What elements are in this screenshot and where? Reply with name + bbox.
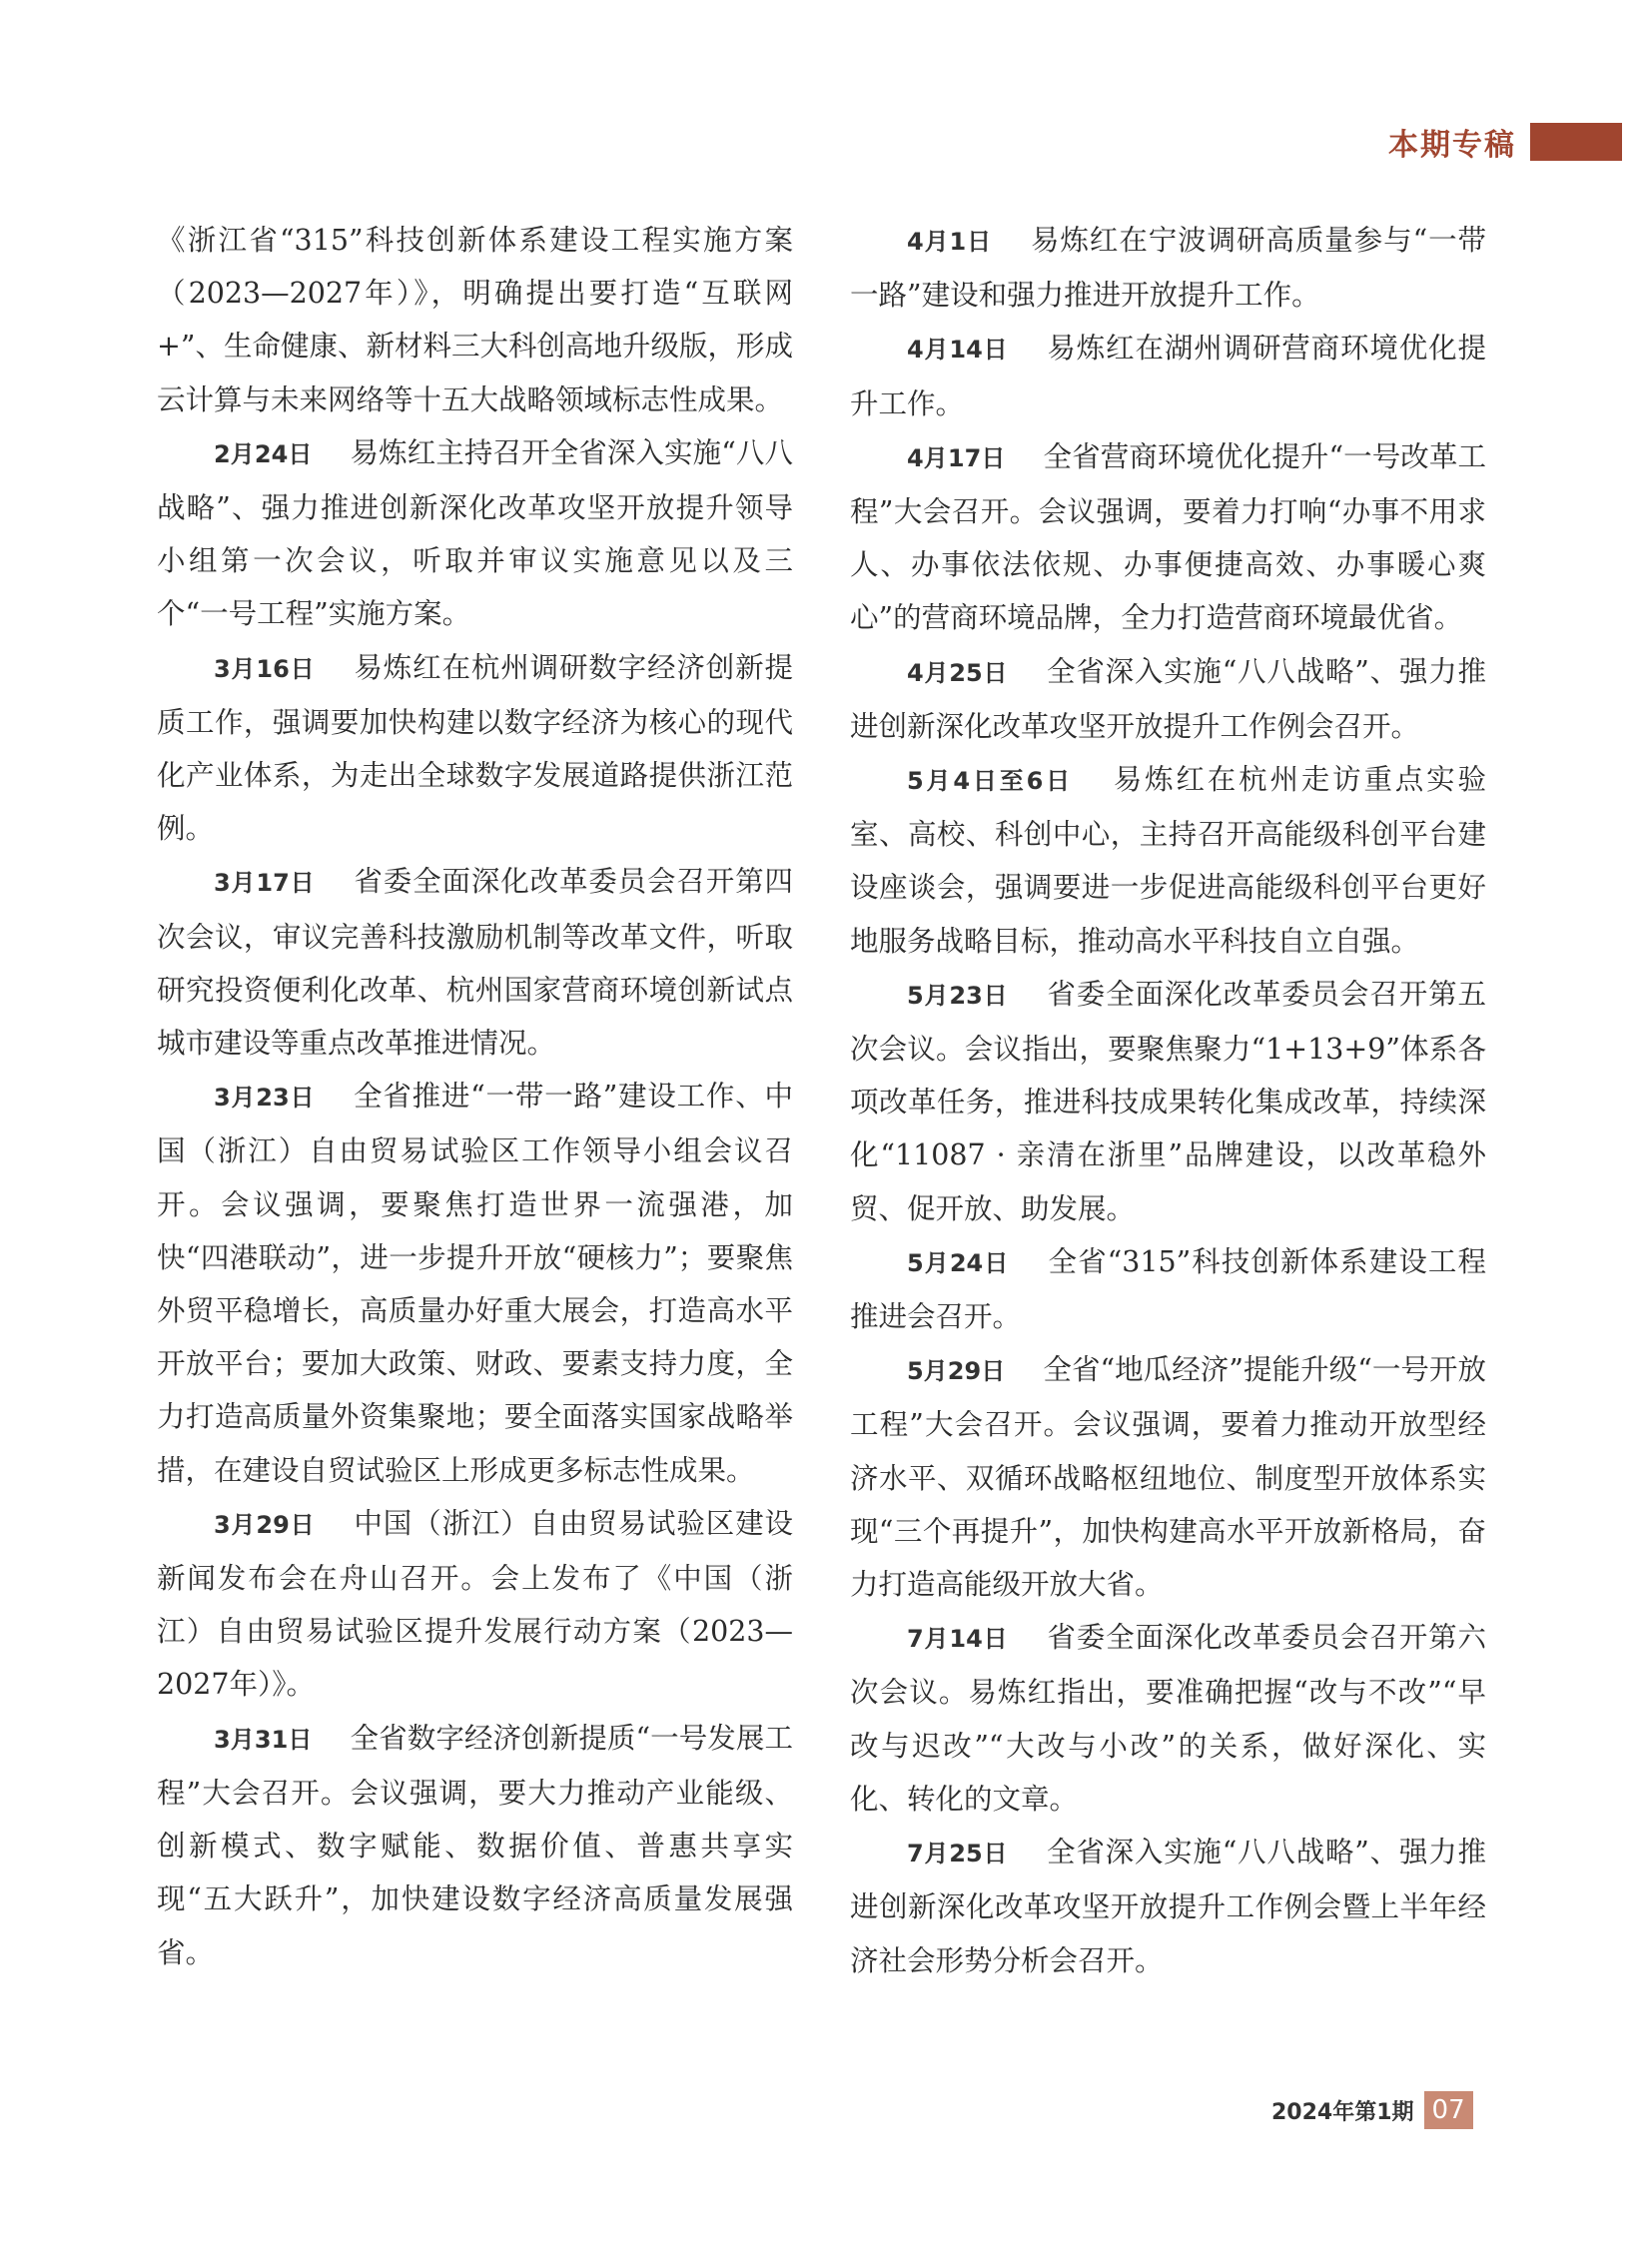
entry-text: 全省“地瓜经济”提能升级“一号开放工程”大会召开。会议强调，要着力推动开放型经济水平、双循环战略枢纽地位、制度型开放体系实现“三个再提升”，加快构建高水平开放新格局，奋力打造高能级开放大省。 [850, 1353, 1486, 1602]
entry-text: 易炼红主持召开全省深入实施“八八战略”、强力推进创新深化改革攻坚开放提升领导小组第一次会议，听取并审议实施意见以及三个“一号工程”实施方案。 [157, 435, 793, 631]
timeline-entry [850, 214, 1486, 322]
section-title: 本期专稿 [1388, 128, 1516, 163]
entry-text: 全省“315”科技创新体系建设工程推进会召开。 [850, 1244, 1486, 1334]
entry-date: 4月1日 [907, 228, 993, 256]
entry-text: 全省营商环境优化提升“一号改革工程”大会召开。会议强调，要着力打响“办事不用求人、办事依法依规、办事便捷高效、办事暖心爽心”的营商环境品牌，全力打造营商环境最优省。 [850, 439, 1486, 635]
timeline-entry [850, 1343, 1486, 1611]
entry-text: 易炼红在湖州调研营商环境优化提升工作。 [850, 332, 1486, 420]
entry-date: 2月24日 [214, 439, 313, 468]
timeline-entry [850, 1611, 1486, 1826]
entry-text: 省委全面深化改革委员会召开第六次会议。易炼红指出，要准确把握“改与不改”“早改与迟改”“大改与小改”的关系，做好深化、实化、转化的文章。 [850, 1621, 1486, 1816]
timeline-entry [157, 641, 793, 856]
entry-date: 5月29日 [907, 1357, 1006, 1386]
timeline-entry [157, 426, 793, 641]
timeline-entry [850, 430, 1486, 645]
entry-date: 3月16日 [214, 654, 316, 683]
entry-date: 7月14日 [907, 1625, 1009, 1654]
entry-date: 3月31日 [214, 1725, 313, 1754]
entry-date: 5月4日至6日 [907, 767, 1073, 796]
timeline-entry [850, 645, 1486, 753]
entry-date: 3月17日 [214, 869, 316, 898]
entry-date: 4月17日 [907, 443, 1006, 472]
entry-text: 全省推进“一带一路”建设工作、中国（浙江）自由贸易试验区工作领导小组会议召开。会议强调，要聚焦打造世界一流强港，加快“四港联动”，进一步提升开放“硬核力”；要聚焦外贸平稳增长，高质量办好重大展会，打造高水平开放平台；要加大政策、财政、要素支持力度，全力打造高质量外资集聚地；要全面落实国家战略举措，在建设自贸试验区上形成更多标志性成果。 [157, 1080, 793, 1487]
section-header [1388, 120, 1622, 164]
entry-text: 全省深入实施“八八战略”、强力推进创新深化改革攻坚开放提升工作例会召开。 [850, 654, 1486, 743]
entry-date: 5月23日 [907, 981, 1009, 1010]
entry-text: 全省深入实施“八八战略”、强力推进创新深化改革攻坚开放提升工作例会暨上半年经济社会形势分析会召开。 [850, 1836, 1486, 1977]
page-footer [1271, 2091, 1473, 2129]
right-column [850, 214, 1486, 1987]
entry-date: 3月23日 [214, 1084, 316, 1113]
entry-text: 易炼红在宁波调研高质量参与“一带一路”建设和强力推进开放提升工作。 [850, 224, 1486, 313]
entry-date: 3月29日 [214, 1510, 316, 1539]
entry-text: 易炼红在杭州调研数字经济创新提质工作，强调要加快构建以数字经济为核心的现代化产业体系，为走出全球数字发展道路提供浙江范例。 [157, 650, 793, 846]
timeline-entry [157, 1070, 793, 1497]
page-number: 07 [1424, 2091, 1473, 2129]
entry-date: 4月25日 [907, 658, 1009, 687]
intro-paragraph: 《浙江省“315”科技创新体系建设工程实施方案（2023—2027年）》，明确提出要打造“互联网+”、生命健康、新材料三大科创高地升级版，形成云计算与未来网络等十五大战略领域标志性成果。 [157, 224, 793, 416]
timeline-entry [850, 1826, 1486, 1987]
entry-text: 省委全面深化改革委员会召开第五次会议。会议指出，要聚焦聚力“1+13+9”体系各项改革任务，推进科技成果转化集成改革，持续深化“11087 · 亲清在浙里”品牌建设，以改革稳外贸、促开放、助发展。 [850, 977, 1486, 1225]
entry-text: 中国（浙江）自由贸易试验区建设新闻发布会在舟山召开。会上发布了《中国（浙江）自由贸易试验区提升发展行动方案（2023—2027年）》。 [157, 1506, 793, 1702]
timeline-entry [850, 968, 1486, 1235]
timeline-entry [157, 855, 793, 1070]
section-color-bar [1530, 123, 1622, 161]
entry-text: 全省数字经济创新提质“一号发展工程”大会召开。会议强调，要大力推动产业能级、创新模式、数字赋能、数据价值、普惠共享实现“五大跃升”，加快建设数字经济高质量发展强省。 [157, 1721, 793, 1969]
entry-date: 7月25日 [907, 1840, 1009, 1868]
entry-date: 5月24日 [907, 1248, 1010, 1277]
entry-date: 4月14日 [907, 336, 1009, 365]
timeline-entry [850, 1235, 1486, 1343]
entry-text: 易炼红在杭州走访重点实验室、高校、科创中心，主持召开高能级科创平台建设座谈会，强调要进一步促进高能级科创平台更好地服务战略目标，推动高水平科技自立自强。 [850, 763, 1486, 958]
entry-text: 省委全面深化改革委员会召开第四次会议，审议完善科技激励机制等改革文件，听取研究投资便利化改革、杭州国家营商环境创新试点城市建设等重点改革推进情况。 [157, 865, 793, 1061]
timeline-entry [157, 1497, 793, 1712]
left-column [157, 214, 793, 1979]
issue-label: 2024年第1期 [1271, 2099, 1414, 2125]
timeline-entry [157, 1712, 793, 1979]
timeline-entry [850, 753, 1486, 968]
timeline-entry [850, 322, 1486, 429]
